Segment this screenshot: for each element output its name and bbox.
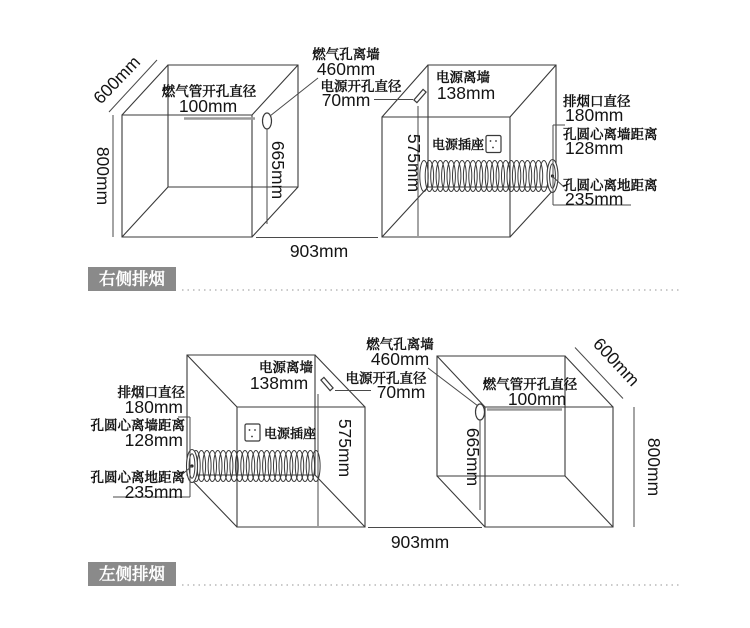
gas-hole-wall-label: 燃气孔离墙	[312, 47, 380, 62]
dim-socket-height-575: 575mm	[404, 133, 424, 193]
dim-depth-600: 600mm	[89, 51, 145, 108]
dim-gap-903: 903mm	[390, 532, 450, 552]
gas-hole-wall-value: 460mm	[316, 59, 376, 79]
hole-center-floor-value: 235mm	[124, 482, 183, 502]
left-exhaust-badge-label: 左侧排烟	[99, 565, 165, 584]
gas-pipe-hole-label: 燃气管开孔直径	[161, 84, 257, 99]
dim-gas-hole-height-665: 665mm	[463, 427, 483, 487]
gas-pipe-hole-value: 100mm	[178, 96, 238, 116]
right-exhaust-badge-label: 右侧排烟	[99, 270, 165, 289]
hole-center-wall-value: 128mm	[565, 138, 624, 158]
dim-socket-height-575: 575mm	[335, 418, 355, 478]
gas-pipe-hole-value: 100mm	[507, 389, 567, 409]
hole-center-floor-label: 孔圆心离地距离	[90, 470, 185, 485]
power-hole-value: 70mm	[321, 90, 371, 110]
gas-pipe-hole	[476, 404, 485, 420]
gas-hole-wall-value: 460mm	[370, 349, 430, 369]
dim-height-800: 800mm	[644, 437, 664, 497]
gas-hole-wall-label: 燃气孔离墙	[366, 337, 434, 352]
flue-diameter-value: 180mm	[565, 105, 624, 125]
hole-center-floor-label: 孔圆心离地距离	[563, 178, 658, 193]
power-wall-label: 电源离墙	[259, 360, 313, 375]
socket-label: 电源插座	[263, 426, 317, 441]
power-socket-icon	[245, 424, 260, 441]
dim-gas-hole-height-665: 665mm	[268, 140, 288, 200]
dim-height-800: 800mm	[93, 146, 113, 206]
power-hole-label: 电源开孔直径	[345, 371, 427, 386]
hole-center-wall-label: 孔圆心离墙距离	[563, 127, 658, 142]
leader-gas-hole-wall	[270, 78, 318, 116]
socket-label: 电源插座	[431, 137, 485, 152]
flue-diameter-value: 180mm	[124, 397, 183, 417]
power-wall-label: 电源离墙	[436, 70, 490, 85]
power-wall-value: 138mm	[249, 373, 309, 393]
flue-diameter-label: 排烟口直径	[117, 385, 185, 400]
corrugated-exhaust-duct	[187, 450, 321, 483]
power-cord-hole	[414, 89, 426, 102]
hole-center-floor-value: 235mm	[565, 189, 624, 209]
dim-depth-600: 600mm	[589, 333, 644, 391]
power-hole-label: 电源开孔直径	[320, 79, 402, 94]
section-left-exhaust	[88, 334, 682, 586]
power-wall-value: 138mm	[436, 83, 496, 103]
power-socket-icon	[486, 136, 501, 153]
hole-center-wall-value: 128mm	[124, 430, 183, 450]
hole-center-wall-label: 孔圆心离墙距离	[90, 418, 185, 433]
flue-diameter-label: 排烟口直径	[563, 94, 631, 109]
dim-gap-903: 903mm	[289, 241, 349, 261]
gas-pipe-hole-label: 燃气管开孔直径	[482, 377, 578, 392]
power-cord-hole	[321, 377, 333, 390]
power-hole-value: 70mm	[376, 382, 426, 402]
section-right-exhaust	[88, 46, 682, 291]
